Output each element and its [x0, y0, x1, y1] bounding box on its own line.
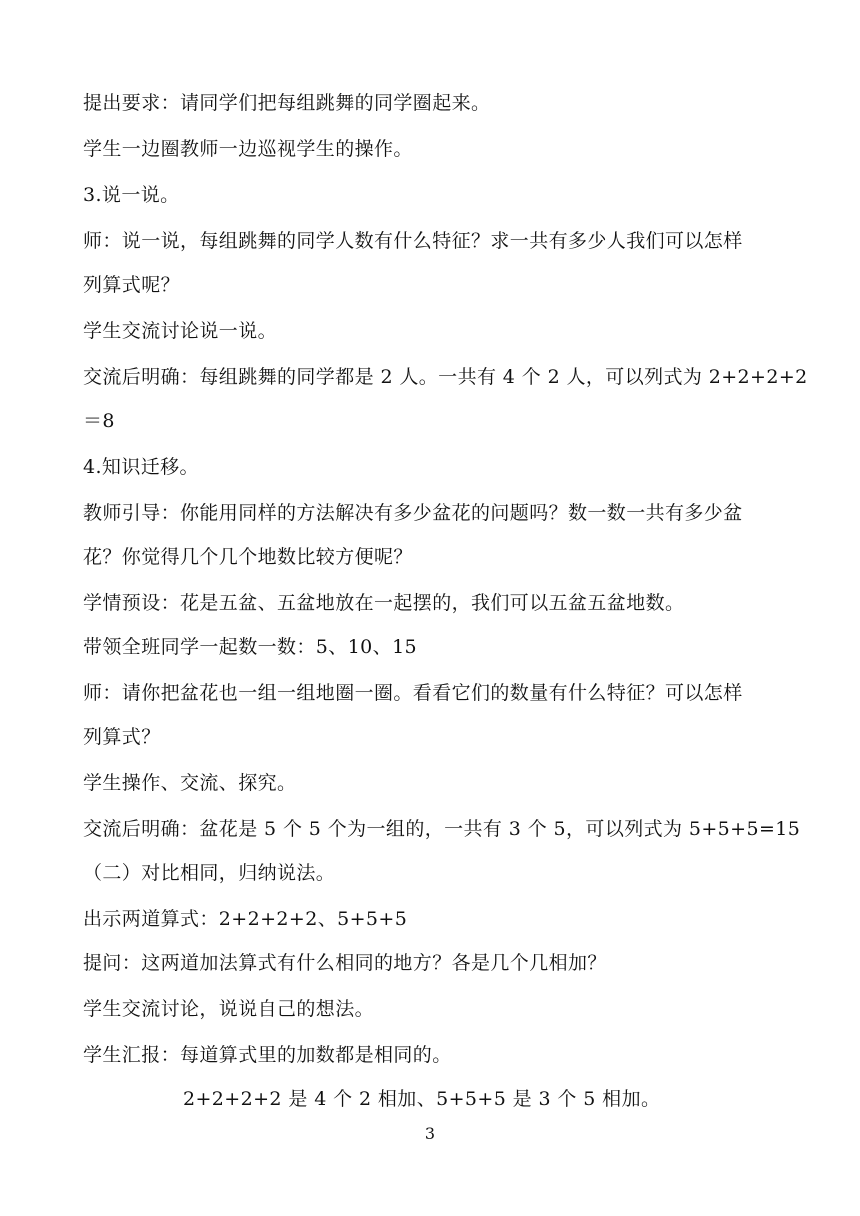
text-line: 2+2+2+2 是 4 个 2 相加、5+5+5 是 3 个 5 相加。: [183, 1088, 661, 1110]
text-line: 学生汇报：每道算式里的加数都是相同的。: [83, 1044, 452, 1066]
text-line: 带领全班同学一起数一数：5、10、15: [83, 636, 418, 658]
page-number: 3: [424, 1124, 436, 1143]
text-line: 学生交流讨论，说说自己的想法。: [83, 998, 375, 1020]
text-line: 师：请你把盆花也一组一组地圈一圈。看看它们的数量有什么特征？可以怎样: [83, 682, 743, 704]
text-line: 3.说一说。: [83, 184, 180, 206]
text-line: 4.知识迁移。: [83, 456, 199, 478]
text-line: 列算式？: [83, 726, 161, 748]
text-line: 学生操作、交流、探究。: [83, 772, 297, 794]
text-line: 列算式呢？: [83, 274, 181, 296]
text-line: ＝8: [83, 410, 115, 432]
text-line: 师：说一说，每组跳舞的同学人数有什么特征？求一共有多少人我们可以怎样: [83, 230, 743, 252]
text-line: 教师引导：你能用同样的方法解决有多少盆花的问题吗？数一数一共有多少盆: [83, 502, 743, 524]
text-line: 学情预设：花是五盆、五盆地放在一起摆的，我们可以五盆五盆地数。: [83, 592, 685, 614]
text-line: 花？你觉得几个几个地数比较方便呢？: [83, 546, 413, 568]
text-line: （二）对比相同，归纳说法。: [83, 862, 336, 884]
text-line: 出示两道算式：2+2+2+2、5+5+5: [83, 908, 408, 930]
text-line: 学生交流讨论说一说。: [83, 320, 278, 342]
text-line: 提问：这两道加法算式有什么相同的地方？各是几个几相加？: [83, 952, 607, 974]
text-line: 交流后明确：每组跳舞的同学都是 2 人。一共有 4 个 2 人，可以列式为 2+2+2+2: [83, 366, 808, 388]
text-line: 学生一边圈教师一边巡视学生的操作。: [83, 138, 413, 160]
text-line: 交流后明确：盆花是 5 个 5 个为一组的，一共有 3 个 5，可以列式为 5+5+5=15: [83, 818, 801, 840]
text-line: 提出要求：请同学们把每组跳舞的同学圈起来。: [83, 92, 491, 114]
